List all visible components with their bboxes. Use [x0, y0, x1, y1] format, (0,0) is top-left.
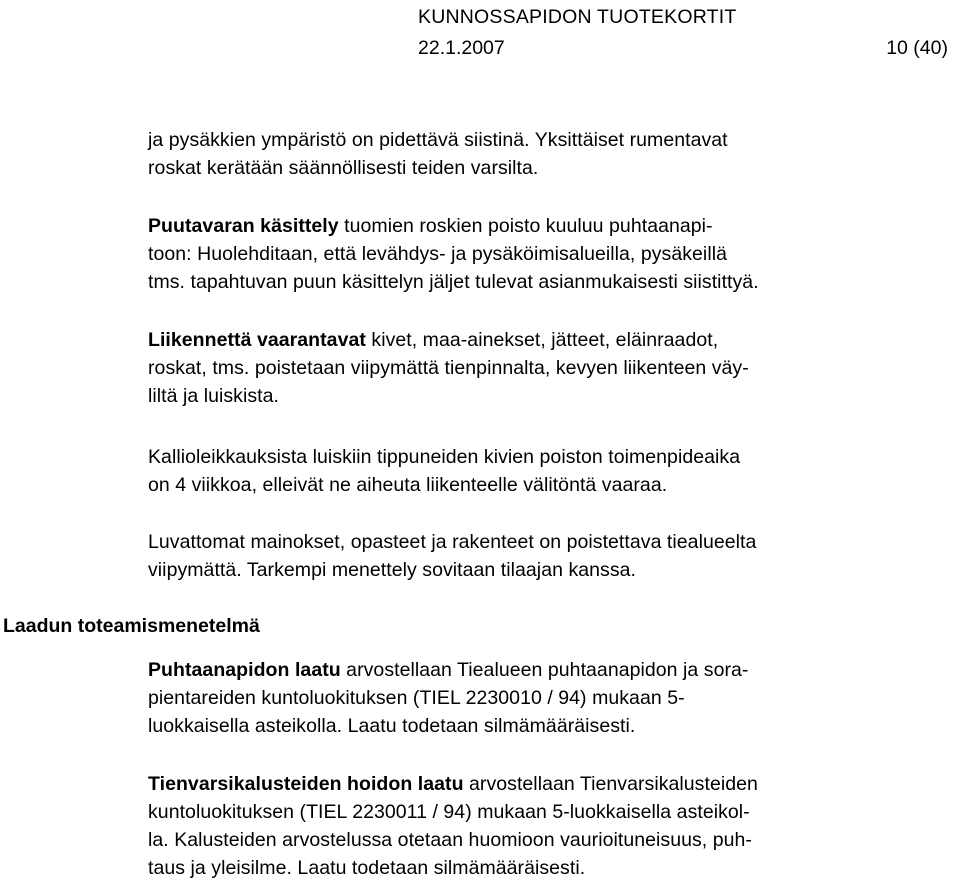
text-line — [148, 212, 938, 240]
paragraph-cleaning-quality — [148, 656, 938, 740]
line-text: liltä ja luiskista. — [148, 385, 279, 407]
line-text: arvostellaan Tienvarsikalusteiden — [463, 773, 758, 795]
page-header — [418, 2, 948, 64]
text-line — [148, 712, 938, 740]
paragraph-furniture-quality — [148, 770, 938, 882]
line-text: tms. tapahtuvan puun käsittelyn jäljet tulevat asianmukaisesti siistittyä. — [148, 271, 759, 293]
text-line — [148, 240, 938, 268]
line-text: la. Kalusteiden arvostelussa otetaan huomioon vaurioituneisuus, puh- — [148, 829, 752, 851]
paragraph-roadside-litter — [148, 126, 938, 182]
line-text: taus ja yleisilme. Laatu todetaan silmämääräisesti. — [148, 857, 586, 879]
line-text: kuntoluokituksen (TIEL 2230011 / 94) mukaan 5-luokkaisella asteikol- — [148, 801, 750, 823]
line-text: luokkaisella asteikolla. Laatu todetaan silmämääräisesti. — [148, 715, 636, 737]
line-text: roskat, tms. poistetaan viipymättä tienpinnalta, kevyen liikenteen väy- — [148, 357, 749, 379]
line-text: ja pysäkkien ympäristö on pidettävä siistinä. Yksittäiset rumentavat — [148, 129, 728, 151]
text-line — [148, 770, 938, 798]
text-line — [148, 443, 938, 471]
text-line — [148, 154, 938, 182]
line-text: viipymättä. Tarkempi menettely sovitaan tilaajan kanssa. — [148, 559, 637, 581]
text-line — [148, 556, 938, 584]
bold-lead-term: Puhtaanapidon laatu — [148, 659, 341, 681]
text-line — [148, 354, 938, 382]
page-number: 10 (40) — [886, 37, 948, 59]
bold-lead-term: Puutavaran käsittely — [148, 215, 339, 237]
text-line — [148, 528, 938, 556]
paragraph-timber-handling — [148, 212, 938, 296]
header-date-page-row — [418, 33, 948, 64]
text-line — [148, 798, 938, 826]
text-line — [148, 656, 938, 684]
section-heading-quality-method: Laadun toteamismenetelmä — [3, 615, 260, 637]
paragraph-rock-cuttings — [148, 443, 938, 499]
text-line — [148, 826, 938, 854]
line-text: roskat kerätään säännöllisesti teiden varsilta. — [148, 157, 539, 179]
line-text: toon: Huolehditaan, että levähdys- ja pysäköimisalueilla, pysäkeillä — [148, 243, 727, 265]
text-line — [148, 126, 938, 154]
line-text: Luvattomat mainokset, opasteet ja rakenteet on poistettava tiealueelta — [148, 531, 757, 553]
line-text: on 4 viikkoa, elleivät ne aiheuta liikenteelle välitöntä vaaraa. — [148, 474, 668, 496]
line-text: kivet, maa-ainekset, jätteet, eläinraadot, — [365, 329, 719, 351]
line-text: tuomien roskien poisto kuuluu puhtaanapi- — [338, 215, 713, 237]
line-text: pientareiden kuntoluokituksen (TIEL 2230010 / 94) mukaan 5- — [148, 687, 685, 709]
line-text: Kallioleikkauksista luiskiin tippuneiden kivien poiston toimenpideaika — [148, 446, 741, 468]
document-title: KUNNOSSAPIDON TUOTEKORTIT — [418, 6, 737, 28]
line-text: arvostellaan Tiealueen puhtaanapidon ja sora- — [340, 659, 749, 681]
paragraph-unauthorized-signs — [148, 528, 938, 584]
bold-lead-term: Liikennettä vaarantavat — [148, 329, 366, 351]
text-line — [148, 382, 938, 410]
text-line — [148, 684, 938, 712]
text-line — [148, 854, 938, 882]
text-line — [148, 326, 938, 354]
text-line — [148, 471, 938, 499]
document-date: 22.1.2007 — [418, 37, 505, 59]
bold-lead-term: Tienvarsikalusteiden hoidon laatu — [148, 773, 464, 795]
text-line — [148, 268, 938, 296]
paragraph-traffic-hazards — [148, 326, 938, 410]
